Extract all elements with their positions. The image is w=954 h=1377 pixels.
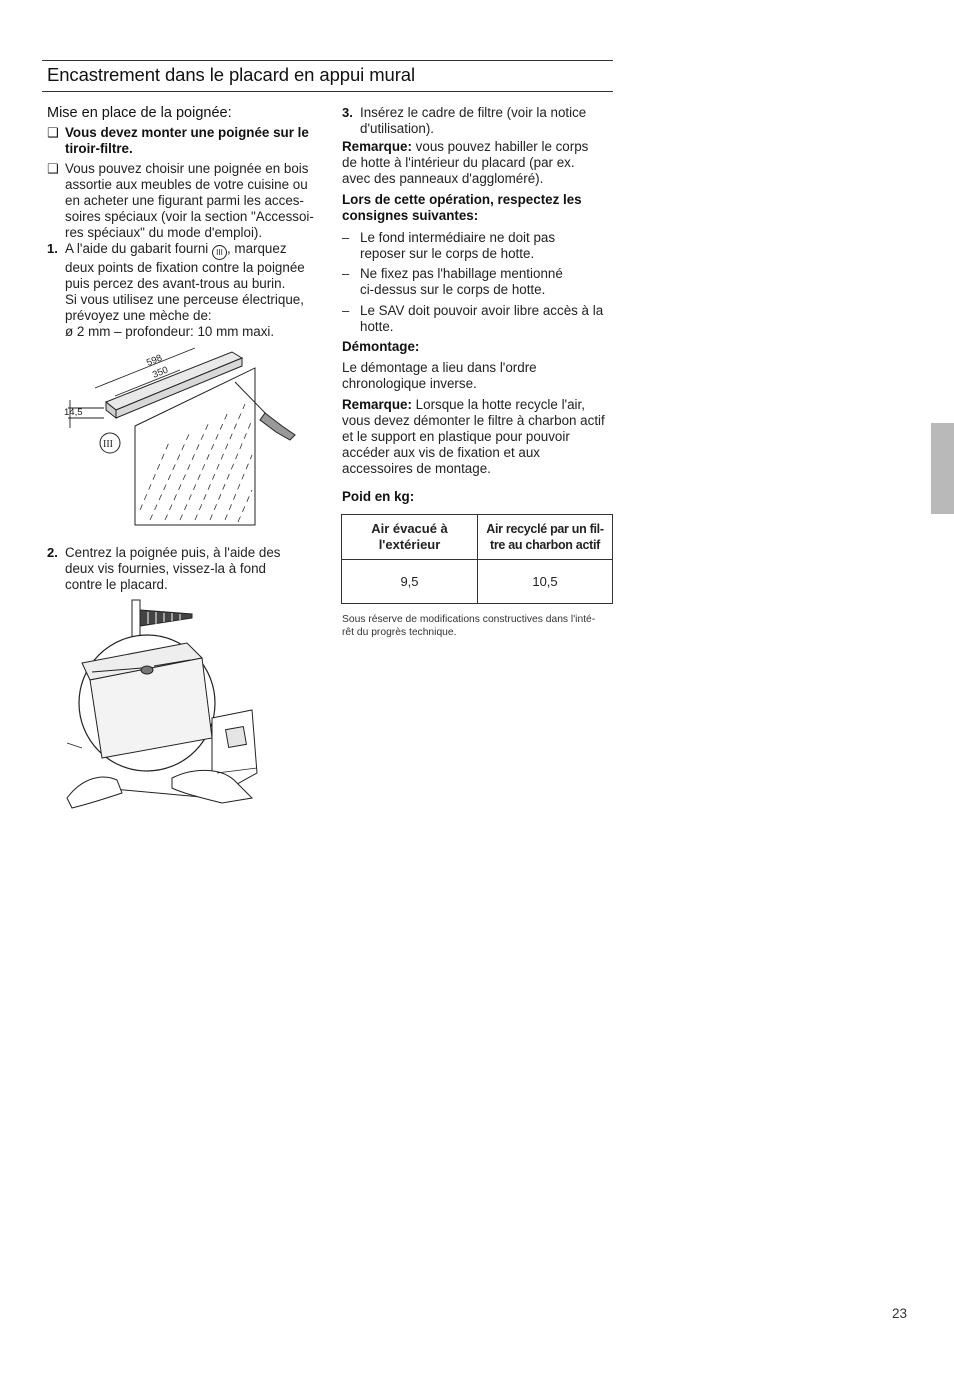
step2-line: deux vis fournies, vissez-la à fond: [65, 561, 266, 576]
step3-line: Insérez le cadre de filtre (voir la notice: [360, 105, 587, 120]
remark-line: vous devez démonter le filtre à charbon actif: [342, 413, 605, 428]
page-number: 23: [892, 1306, 908, 1321]
demontage-heading: Démontage:: [342, 339, 420, 354]
footnote: [342, 613, 617, 639]
remark-line: avec des panneaux d'aggloméré).: [342, 171, 544, 186]
bullet2-line: Vous pouvez choisir une poignée en bois: [65, 161, 309, 176]
table-header-cell: [342, 515, 478, 560]
dash3-line: Le SAV doit pouvoir avoir libre accès à la: [360, 303, 604, 318]
step1-line: puis percez des avant-trous au burin.: [65, 276, 286, 291]
remark-text: Lorsque la hotte recycle l'air,: [411, 397, 585, 412]
step3-line: d'utilisation).: [360, 121, 435, 136]
dash-marker: –: [342, 303, 350, 318]
remark-text: vous pouvez habiller le corps: [411, 139, 589, 154]
step1-line: deux points de fixation contre la poignée: [65, 260, 305, 275]
step-number: 3.: [342, 105, 353, 120]
top-rule: [42, 60, 613, 61]
table-cell: 10,5: [478, 560, 613, 604]
table-header-line: Air recyclé par un fil-: [486, 522, 604, 536]
remark-label: Remarque:: [342, 397, 412, 412]
page-title: Encastrement dans le placard en appui mural: [47, 64, 415, 85]
dash2-line: ci-dessus sur le corps de hotte.: [360, 282, 546, 297]
footnote-line: rêt du progrès technique.: [342, 627, 457, 638]
dash3-line: hotte.: [360, 319, 394, 334]
table-header-line: l'extérieur: [378, 537, 441, 552]
bullet1-line: Vous devez monter une poignée sur le: [65, 125, 309, 140]
step1-line: [65, 241, 305, 260]
weight-heading: Poid en kg:: [342, 489, 415, 504]
bullet-marker: ❑: [47, 125, 59, 140]
dash-item-3: [342, 303, 622, 335]
bullet2-line: res spéciaux" du mode d'emploi).: [65, 225, 263, 240]
table-header-cell: [478, 515, 613, 560]
table-header-line: tre au charbon actif: [490, 538, 600, 552]
template-drilling-illustration: [60, 340, 310, 530]
consigne-heading: [342, 192, 622, 224]
consigne-heading-line: Lors de cette opération, respectez les: [342, 192, 582, 207]
dash2-line: Ne fixez pas l'habillage mentionné: [360, 266, 563, 281]
remark-line: de hotte à l'intérieur du placard (par ex.: [342, 155, 575, 170]
weight-table: [341, 514, 613, 604]
demontage-text: [342, 360, 622, 392]
title-underline: [42, 91, 613, 92]
step-2: [47, 545, 322, 593]
handle-screwing-illustration: [62, 598, 262, 826]
dash-marker: –: [342, 266, 350, 281]
demontage-line: chronologique inverse.: [342, 376, 477, 391]
bullet-item-2: [47, 161, 322, 241]
demontage-line: Le démontage a lieu dans l'ordre: [342, 360, 537, 375]
dash1-line: reposer sur le corps de hotte.: [360, 246, 535, 261]
remark-1: [342, 139, 622, 187]
table-cell: 9,5: [342, 560, 478, 604]
dash-marker: –: [342, 230, 350, 245]
remark-line: et le support en plastique pour pouvoir: [342, 429, 570, 444]
remark-line: accessoires de montage.: [342, 461, 491, 476]
remark-2: [342, 397, 622, 477]
dimension-350: 350: [151, 364, 170, 381]
bullet2-line: en acheter une figurant parmi les acces-: [65, 193, 304, 208]
chapter-tab: [931, 423, 954, 514]
footnote-line: Sous réserve de modifications constructives dans l'inté-: [342, 614, 596, 625]
dimension-598: 598: [145, 352, 164, 369]
step1-text: , marquez: [226, 241, 287, 256]
step1-line: Si vous utilisez une perceuse électrique,: [65, 292, 304, 307]
step-3: [342, 105, 622, 137]
bullet-marker: ❑: [47, 161, 59, 176]
bullet-item-1: [47, 125, 322, 157]
consigne-heading-line: consignes suivantes:: [342, 208, 479, 223]
step-number: 2.: [47, 545, 58, 560]
template-symbol-icon: III: [212, 245, 227, 260]
step1-text: A l'aide du gabarit fourni: [65, 241, 212, 256]
dimension-14-5: 14,5: [64, 407, 83, 418]
step2-line: Centrez la poignée puis, à l'aide des: [65, 545, 281, 560]
remark-line: accéder aux vis de fixation et aux: [342, 445, 540, 460]
table-header-line: Air évacué à: [371, 521, 448, 536]
dash-item-1: [342, 230, 622, 262]
template-label: III: [103, 439, 113, 450]
step-1: [47, 241, 322, 337]
dash-item-2: [342, 266, 622, 298]
step1-line: prévoyez une mèche de:: [65, 308, 212, 323]
dash1-line: Le fond intermédiaire ne doit pas: [360, 230, 556, 245]
bullet2-line: assortie aux meubles de votre cuisine ou: [65, 177, 308, 192]
bullet2-line: soires spéciaux (voir la section "Accessoi-: [65, 209, 314, 224]
step-number: 1.: [47, 241, 58, 256]
remark-label: Remarque:: [342, 139, 412, 154]
bullet1-line: tiroir-filtre.: [65, 141, 133, 156]
section-heading: Mise en place de la poignée:: [47, 105, 232, 121]
step1-line: ø 2 mm – profondeur: 10 mm maxi.: [65, 324, 275, 339]
step2-line: contre le placard.: [65, 577, 168, 592]
